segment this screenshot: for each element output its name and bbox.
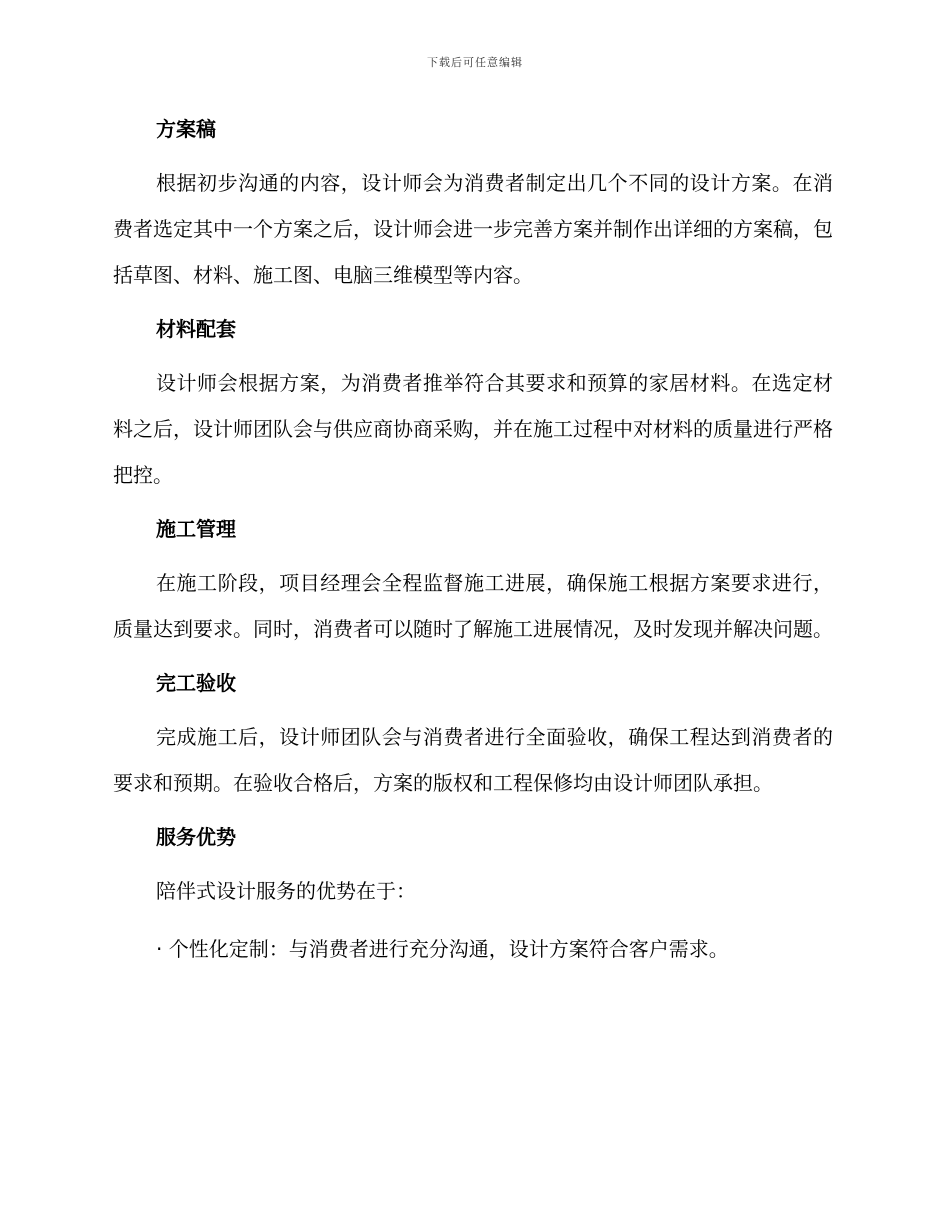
- section-heading-materials: 材料配套: [156, 317, 236, 341]
- section-paragraph-advantages: 陪伴式设计服务的优势在于：: [156, 879, 416, 903]
- section-heading-construction: 施工管理: [156, 517, 236, 541]
- section-heading-acceptance: 完工验收: [156, 671, 236, 695]
- section-paragraph-acceptance: 完成施工后，设计师团队会与消费者进行全面验收，确保工程达到消费者的要求和预期。在验收合格后，方案的版权和工程保修均由设计师团队承担。: [113, 725, 833, 795]
- bullet-item: · 个性化定制：与消费者进行充分沟通，设计方案符合客户需求。: [156, 937, 729, 961]
- section-paragraph-construction: 在施工阶段，项目经理会全程监督施工进展，确保施工根据方案要求进行，质量达到要求。同时，消费者可以随时了解施工进展情况，及时发现并解决问题。: [113, 571, 833, 641]
- section-heading-advantages: 服务优势: [156, 825, 236, 849]
- section-heading-plan: 方案稿: [156, 117, 216, 141]
- section-paragraph-plan: 根据初步沟通的内容，设计师会为消费者制定出几个不同的设计方案。在消费者选定其中一个方案之后，设计师会进一步完善方案并制作出详细的方案稿，包括草图、材料、施工图、电脑三维模型等内容。: [113, 171, 833, 287]
- document-body: [113, 110, 833, 984]
- section-paragraph-materials: 设计师会根据方案，为消费者推举符合其要求和预算的家居材料。在选定材料之后，设计师团队会与供应商协商采购，并在施工过程中对材料的质量进行严格把控。: [113, 371, 833, 487]
- page-header-note: 下载后可任意编辑: [427, 56, 523, 69]
